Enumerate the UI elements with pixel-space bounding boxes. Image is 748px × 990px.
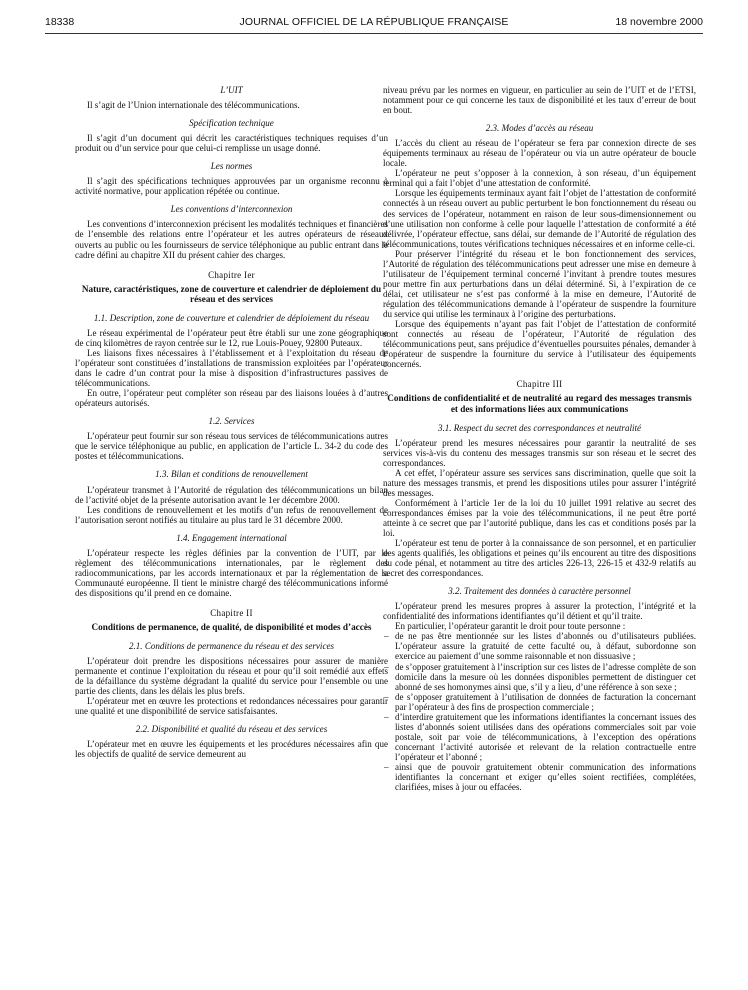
section-title: L’UIT — [220, 85, 243, 95]
paragraph: L’accès du client au réseau de l’opérateur se fera par connexion directe de ses équipements terminaux au réseau de l’opérateur ou via un autre opérateur de boucle locale. — [383, 138, 696, 169]
paragraph: L’opérateur est tenu de porter à la connaissance de son personnel, et en particulier des agents qualifiés, les obligations et peines qu’ils encourent au titre des dispositions du code pénal, et notamment au titre des articles 226-13, 226-15 et 432-9 relatifs au secret des correspondances. — [383, 538, 696, 579]
paragraph: Il s’agit d’un document qui décrit les caractéristiques techniques requises d’un produit ou d’un service pour que celui-ci remplisse un usage donné. — [75, 133, 388, 154]
section-title: Les conventions d’interconnexion — [170, 204, 293, 215]
section-title: Spécification technique — [189, 118, 274, 129]
paragraph: L’opérateur met en œuvre les protections et redondances nécessaires pour garantir une qualité et une disponibilité de service satisfaisantes. — [75, 695, 388, 716]
paragraph: L’opérateur transmet à l’Autorité de régulation des télécommunications un bilan de l’activité objet de la présente autorisation avant le 1er décembre 2000. — [75, 484, 388, 505]
section-title: 2.2. Disponibilité et qualité du réseau et des services — [135, 723, 328, 734]
paragraph: Conformément à l’article 1er de la loi du 10 juillet 1991 relative au secret des correspondances émises par la voie des télécommunications, il ne peut être porté atteinte à ce secret que par l’autorité publique, dans les cas et conditions posés par la loi. — [383, 497, 696, 538]
left-column — [75, 85, 388, 759]
paragraph: A cet effet, l’opérateur assure ses services sans discrimination, quelle que soit la nature des messages transmis, et prend les dispositions utiles pour assurer l’intégrité des messages. — [383, 467, 696, 498]
paragraph: L’opérateur prend les mesures propres à assurer la protection, l’intégrité et la confidentialité des informations identifiantes qu’il détient et qu’il traite. — [383, 601, 696, 622]
issue-date: 18 novembre 2000 — [615, 16, 703, 28]
paragraph: L’opérateur met en œuvre les équipements et les procédures nécessaires afin que les objectifs de qualité de service demeurent au — [75, 738, 388, 760]
page-number: 18338 — [45, 16, 75, 28]
section-title: 3.1. Respect du secret des correspondances et neutralité — [437, 422, 642, 433]
list-item: – de s’opposer gratuitement à l’inscription sur ces listes de l’adresse complète de son domicile dans la mesure où les données disponibles permettent de distinguer cet abonné de ses homonymes ainsi que, s’il y a lieu, d’une référence à son sexe ; — [383, 662, 696, 692]
chapter-label: Chapitre III — [516, 379, 563, 390]
paragraph: Les liaisons fixes nécessaires à l’établissement et à l’exploitation du réseau de l’opérateur sont constituées d’installations de transmission exploitées par l’opérateur dans le cadre d’un contrat pour la mise à disposition d’infrastructures passives de télécommunications. — [75, 347, 388, 389]
chapter-title: Conditions de confidentialité et de neutralité au regard des messages transmis et des informations liées aux communications — [387, 393, 692, 414]
section-title: 3.2. Traitement des données à caractère personnel — [448, 586, 631, 597]
paragraph: Les conventions d’interconnexion précisent les modalités techniques et financières de l’ensemble des relations entre l’opérateur et les autres opérateurs de réseaux ouverts au public ou les fournisseurs de service téléphonique au public entrant dans le cadre défini au chapitre XII du présent cahier des charges. — [75, 219, 388, 260]
paragraph: En outre, l’opérateur peut compléter son réseau par des liaisons louées à d’autres opérateurs autorisés. — [75, 388, 388, 409]
chapter-title: Nature, caractéristiques, zone de couverture et calendrier de déploiement du réseau et des services — [81, 283, 382, 305]
paragraph: L’opérateur doit prendre les dispositions nécessaires pour assurer de manière permanente et continue l’exploitation du réseau et pour qu’il soit remédié aux effets de la défaillance du système dégradant la qualité du service pour l’ensemble ou une partie des clients, dans les délais les plus brefs. — [75, 655, 388, 696]
paragraph: Les conditions de renouvellement et les motifs d’un refus de renouvellement de l’autorisation seront notifiés au titulaire au plus tard le 31 décembre 2000. — [75, 504, 388, 525]
right-column — [383, 85, 696, 792]
section-title: 1.3. Bilan et conditions de renouvellement — [155, 469, 308, 480]
paragraph: Lorsque les équipements terminaux ayant fait l’objet de l’attestation de conformité connectés à un réseau ouvert au public perturbent le bon fonctionnement du réseau ou des services de l’opérateur, notamment en raison de leur sous-dimensionnement ou d’une utilisation non conforme à celle pour laquelle l’attestation de conformité a été délivrée, l’opérateur effectue, sans délai, sur demande de l’Autorité de régulation des télécommunications, toutes vérifications techniques nécessaires et en informe celle-ci. — [383, 188, 696, 249]
paragraph: Le réseau expérimental de l’opérateur peut être établi sur une zone géographique de cinq kilomètres de rayon centrée sur le 12, rue Louis-Pouey, 92800 Puteaux. — [75, 327, 388, 348]
paragraph: Il s’agit de l’Union internationale des télécommunications. — [87, 100, 300, 111]
page-header — [45, 14, 703, 32]
paragraph: L’opérateur respecte les règles définies par la convention de l’UIT, par le règlement des télécommunications internationales, par le règlement des radiocommunications, par les accords internationaux et par la réglementation de la Communauté européenne. Il tient le ministre chargé des télécommunications informé des dispositions qu’il prend en ce domaine. — [75, 547, 388, 598]
paragraph: Il s’agit des spécifications techniques approuvées par un organisme reconnu à activité normative, pour application répétée ou continue. — [75, 176, 388, 197]
list-item: – de ne pas être mentionnée sur les listes d’abonnés ou d’utilisateurs publiées. L’opérateur assure la gratuité de cette faculté ou, à défaut, subordonne son exercice au paiement d’une somme raisonnable et non dissuasive ; — [383, 631, 696, 661]
paragraph: niveau prévu par les normes en vigueur, en particulier au sein de l’UIT et de l’ETSI, notamment pour ce qui concerne les taux de disponibilité et les taux d’erreur de bout en bout. — [383, 85, 696, 116]
section-title: 2.1. Conditions de permanence du réseau et des services — [128, 640, 335, 651]
paragraph: Lorsque des équipements n’ayant pas fait l’objet de l’attestation de conformité sont connectés au réseau de l’opérateur, l’Autorité de régulation des télécommunications peut, sans préjudice d’éventuelles poursuites pénales, demander à l’opérateur de suspendre la fourniture du service à l’utilisateur des équipements concernés. — [383, 319, 696, 370]
list-item: – d’interdire gratuitement que les informations identifiantes la concernant issues des listes d’abonnés soient utilisées dans des opérations commerciales soit par voie postale, soit par voie de télécommunications, à l’exception des opérations concernant l’activité autorisée et relevant de la relation contractuelle entre l’opérateur et l’abonné ; — [383, 712, 696, 762]
chapter-label: Chapitre Ier — [208, 269, 255, 280]
paragraph: L’opérateur ne peut s’opposer à la connexion, à son réseau, d’un équipement terminal qui a fait l’objet d’une attestation de conformité. — [383, 168, 696, 189]
section-title: 1.2. Services — [208, 416, 255, 427]
header-rule — [45, 33, 703, 34]
section-title: 1.4. Engagement international — [176, 532, 287, 543]
paragraph: En particulier, l’opérateur garantit le droit pour toute personne : — [395, 621, 626, 632]
paragraph: Pour préserver l’intégrité du réseau et le bon fonctionnement des services, l’Autorité de régulation des télécommunications peut adresser une mise en demeure à l’utilisateur de l’équipement terminal concerné l’invitant à prendre toutes mesures pour mettre fin aux perturbations dans un délai déterminé. Si, à l’expiration de ce délai, cet utilisateur ne s’est pas conformé à la mise en demeure, l’Autorité de régulation des télécommunications demande à l’opérateur de suspendre la fourniture du service qui utilise les terminaux à l’origine des perturbations. — [383, 248, 696, 319]
rights-list — [383, 631, 696, 792]
list-item: – ainsi que de pouvoir gratuitement obtenir communication des informations identifiantes la concernant et exiger qu’elles soient rectifiées, complétées, clarifiées, mises à jour ou effacées. — [383, 762, 696, 792]
chapter-label: Chapitre II — [210, 607, 253, 618]
paragraph: L’opérateur peut fournir sur son réseau tous services de télécommunications autres que le service téléphonique au public, en application de l’article L. 34-2 du code des postes et télécommunications. — [75, 431, 388, 462]
chapter-title: Conditions de permanence, de qualité, de disponibilité et modes d’accès — [91, 622, 372, 633]
list-item: – de s’opposer gratuitement à l’utilisation de données de facturation la concernant par l’opérateur à des fins de prospection commerciale ; — [383, 692, 696, 712]
section-title: 2.3. Modes d’accès au réseau — [485, 123, 594, 134]
section-title: 1.1. Description, zone de couverture et calendrier de déploiement du réseau — [93, 312, 370, 323]
journal-title: JOURNAL OFFICIEL DE LA RÉPUBLIQUE FRANÇAISE — [239, 16, 509, 28]
paragraph: L’opérateur prend les mesures nécessaires pour garantir la neutralité de ses services vis-à-vis du contenu des messages transmis sur son réseau et le secret des correspondances. — [383, 437, 696, 468]
section-title: Les normes — [210, 161, 253, 172]
